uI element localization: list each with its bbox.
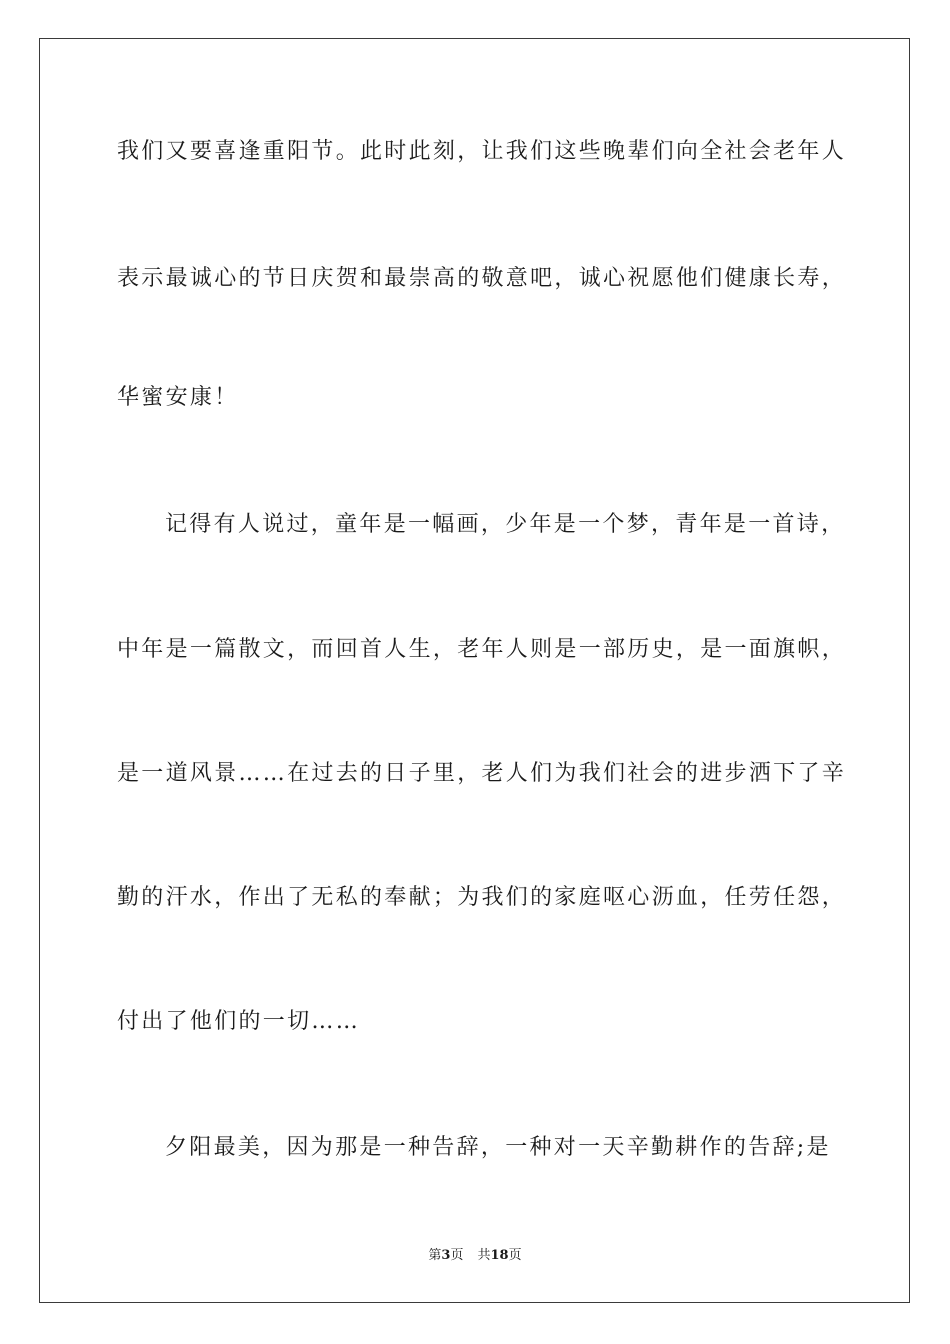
page-number: 3 bbox=[441, 1248, 451, 1263]
page-prefix: 第 bbox=[428, 1248, 442, 1263]
text-line-8: 付出了他们的一切…… bbox=[117, 1009, 361, 1034]
text-line-2: 表示最诚心的节日庆贺和最崇高的敬意吧，诚心祝愿他们健康长寿， bbox=[117, 266, 847, 291]
page-border bbox=[39, 38, 910, 1303]
page-footer bbox=[0, 1247, 950, 1265]
text-line-5: 中年是一篇散文，而回首人生，老年人则是一部历史，是一面旗帜， bbox=[117, 637, 847, 662]
total-suffix: 页 bbox=[508, 1248, 522, 1263]
text-line-7: 勤的汗水，作出了无私的奉献；为我们的家庭呕心沥血，任劳任怨， bbox=[117, 885, 847, 910]
text-line-3: 华蜜安康！ bbox=[117, 385, 239, 410]
page-suffix: 页 bbox=[450, 1248, 464, 1263]
text-line-9: 夕阳最美，因为那是一种告辞，一种对一天辛勤耕作的告辞;是 bbox=[165, 1135, 831, 1160]
total-pages: 18 bbox=[490, 1248, 509, 1263]
text-line-6: 是一道风景……在过去的日子里，老人们为我们社会的进步洒下了辛 bbox=[117, 761, 847, 786]
text-line-4: 记得有人说过，童年是一幅画，少年是一个梦，青年是一首诗， bbox=[165, 512, 846, 537]
text-line-1: 我们又要喜逢重阳节。此时此刻，让我们这些晚辈们向全社会老年人 bbox=[117, 139, 847, 164]
total-prefix: 共 bbox=[477, 1248, 491, 1263]
